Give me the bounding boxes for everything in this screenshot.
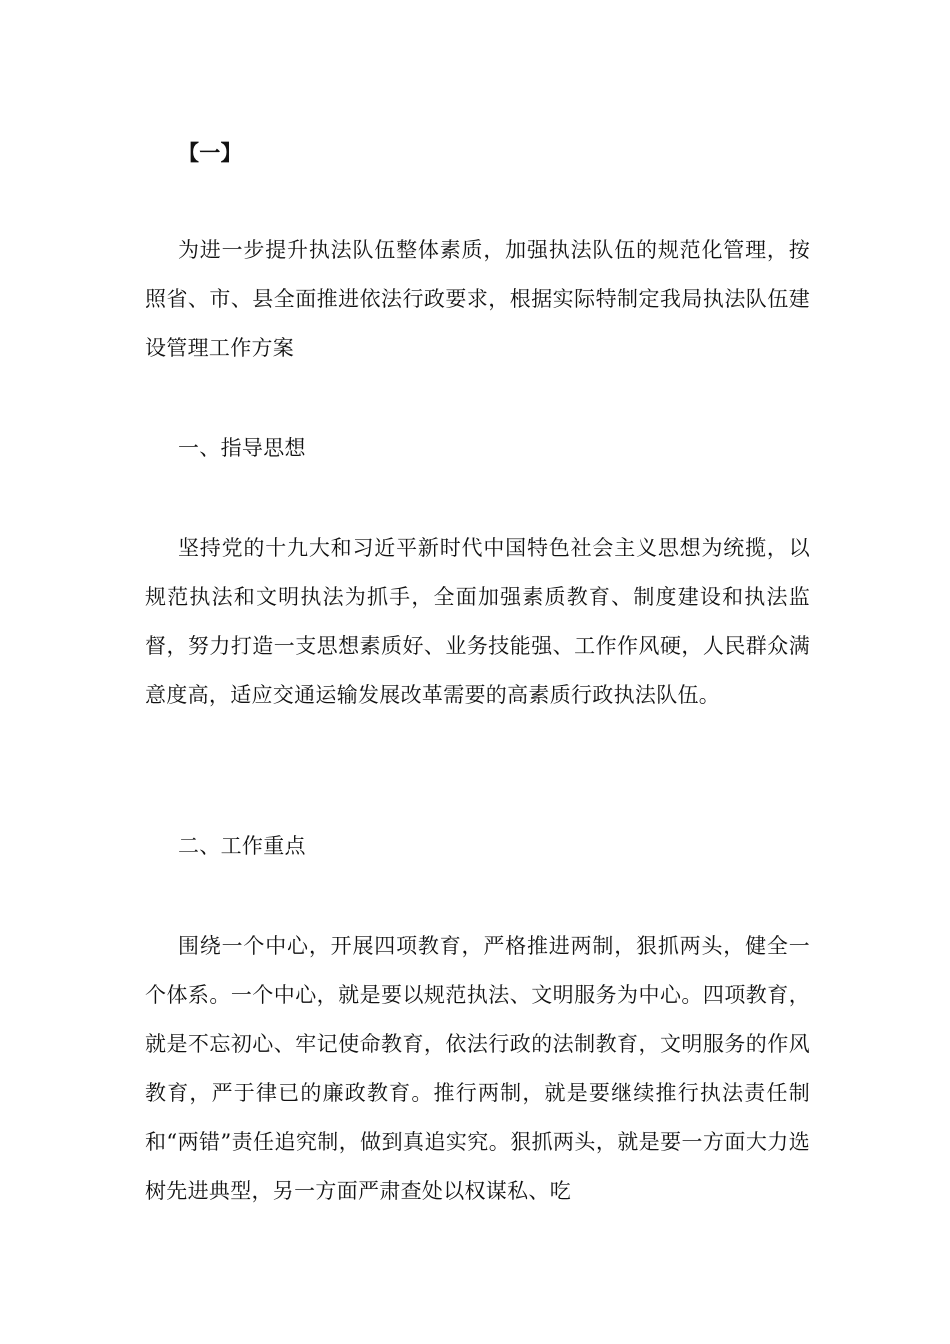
section-marker: 【一】 (178, 140, 242, 165)
paragraph-guiding-ideology: 坚持党的十九大和习近平新时代中国特色社会主义思想为统揽，以规范执法和文明执法为抓手，全面加强素质教育、制度建设和执法监督，努力打造一支思想素质好、业务技能强、工作作风硬，人民群众满意度高，适应交通运输发展改革需要的高素质行政执法队伍。 (145, 536, 810, 707)
heading-work-focus: 二、工作重点 (178, 834, 306, 858)
heading-guiding-ideology: 一、指导思想 (178, 436, 306, 460)
paragraph-work-focus: 围绕一个中心，开展四项教育，严格推进两制，狠抓两头，健全一个体系。一个中心，就是要以规范执法、文明服务为中心。四项教育，就是不忘初心、牢记使命教育，依法行政的法制教育，文明服务的作风教育，严于律已的廉政教育。推行两制，就是要继续推行执法责任制和“两错”责任追究制，做到真追实究。狠抓两头，就是要一方面大力选树先进典型，另一方面严肃查处以权谋私、吃 (145, 934, 810, 1203)
intro-paragraph: 为进一步提升执法队伍整体素质，加强执法队伍的规范化管理，按照省、市、县全面推进依法行政要求，根据实际特制定我局执法队伍建设管理工作方案 (145, 238, 810, 360)
